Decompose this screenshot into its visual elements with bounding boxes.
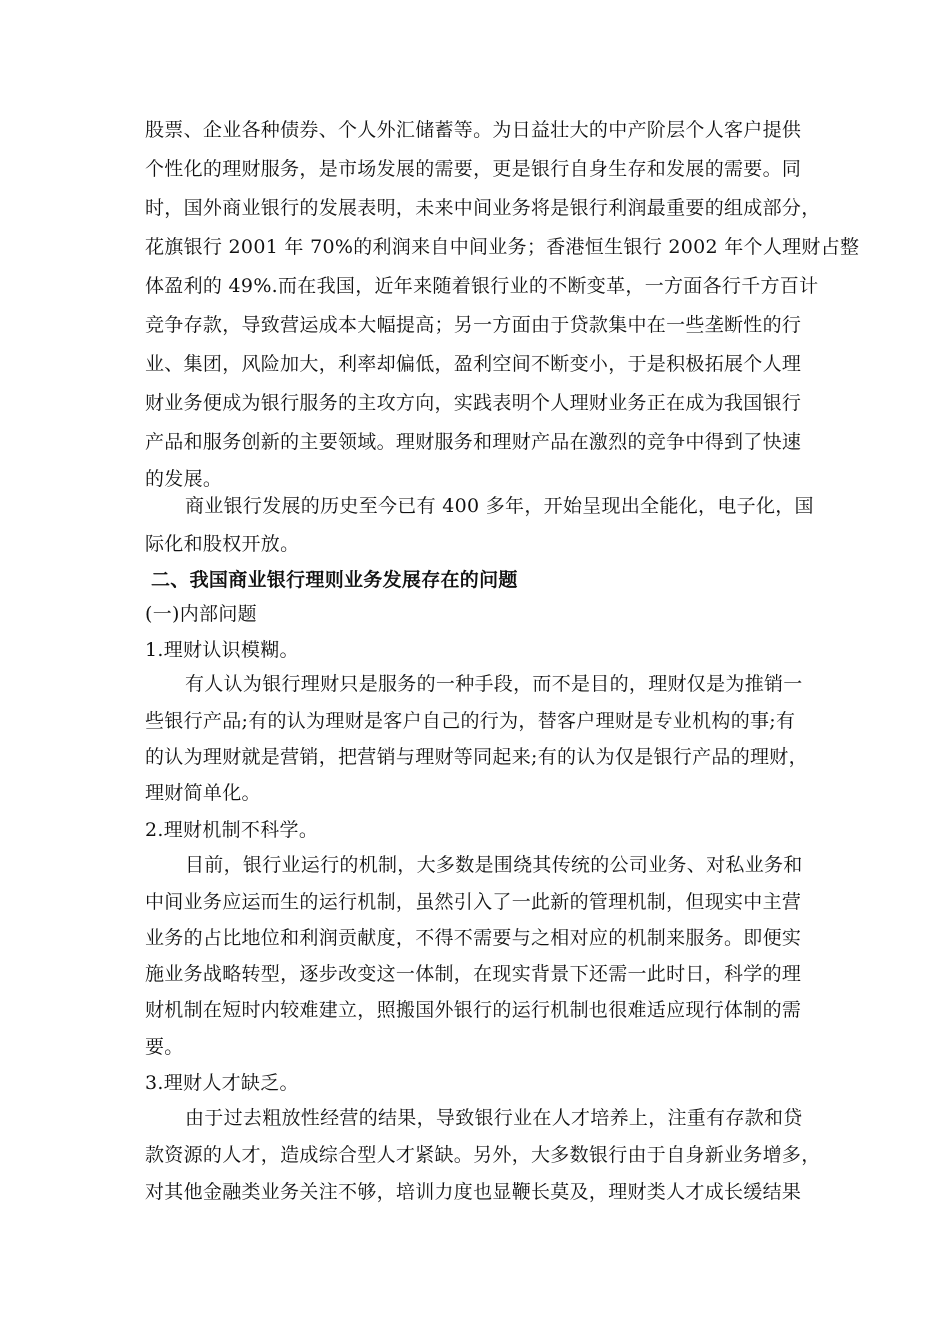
subsection-heading: (一)内部问题 — [145, 603, 257, 625]
numbered-heading: 1.理财认识模糊。 — [145, 639, 299, 661]
paragraph-line: 个性化的理财服务，是市场发展的需要，更是银行自身生存和发展的需要。同 — [145, 158, 802, 180]
paragraph-line: 商业银行发展的历史至今已有 400 多年，开始呈现出全能化，电子化，国 — [185, 495, 814, 517]
paragraph-line: 竞争存款，导致营运成本大幅提高；另一方面由于贷款集中在一些垄断性的行 — [145, 314, 802, 336]
section-heading: 二、我国商业银行理则业务发展存在的问题 — [151, 569, 518, 591]
paragraph-line: 的发展。 — [145, 468, 223, 490]
paragraph-line: 体盈利的 49%.而在我国，近年来随着银行业的不断变革，一方面各行千方百计 — [145, 275, 819, 297]
paragraph-line: 时，国外商业银行的发展表明，未来中间业务将是银行利润最重要的组成部分， — [145, 197, 821, 219]
paragraph-line: 的认为理财就是营销，把营销与理财等同起来;有的认为仅是银行产品的理财， — [145, 746, 808, 768]
paragraph-line: 财业务便成为银行服务的主攻方向，实践表明个人理财业务正在成为我国银行 — [145, 392, 802, 414]
paragraph-line: 际化和股权开放。 — [145, 533, 300, 555]
paragraph-line: 花旗银行 2001 年 70%的利润来自中间业务；香港恒生银行 2002 年个人理财占整 — [145, 236, 860, 258]
paragraph-line: 目前，银行业运行的机制，大多数是围绕其传统的公司业务、对私业务和 — [185, 854, 803, 876]
paragraph-line: 理财简单化。 — [145, 782, 261, 804]
numbered-heading: 3.理财人才缺乏。 — [145, 1072, 299, 1094]
paragraph-line: 业务的占比地位和利润贡献度，不得不需要与之相对应的机制来服务。即便实 — [145, 927, 802, 949]
paragraph-line: 业、集团，风险加大，利率却偏低，盈利空间不断变小，于是积极拓展个人理 — [145, 353, 802, 375]
paragraph-line: 要。 — [145, 1036, 184, 1058]
paragraph-line: 由于过去粗放性经营的结果，导致银行业在人才培养上，注重有存款和贷 — [185, 1107, 803, 1129]
paragraph-line: 股票、企业各种债券、个人外汇储蓄等。为日益壮大的中产阶层个人客户提供 — [145, 119, 802, 141]
paragraph-line: 产品和服务创新的主要领域。理财服务和理财产品在激烈的竞争中得到了快速 — [145, 431, 802, 453]
paragraph-line: 对其他金融类业务关注不够，培训力度也显鞭长莫及，理财类人才成长缓结果 — [145, 1181, 802, 1203]
paragraph-line: 些银行产品;有的认为理财是客户自己的行为，替客户理财是专业机构的事;有 — [145, 710, 796, 732]
paragraph-line: 财机制在短时内较难建立，照搬国外银行的运行机制也很难适应现行体制的需 — [145, 999, 802, 1021]
paragraph-line: 款资源的人才，造成综合型人才紧缺。另外，大多数银行由于自身新业务增多， — [145, 1144, 821, 1166]
paragraph-line: 有人认为银行理财只是服务的一种手段，而不是目的，理财仅是为推销一 — [185, 673, 803, 695]
numbered-heading: 2.理财机制不科学。 — [145, 819, 319, 841]
paragraph-line: 中间业务应运而生的运行机制，虽然引入了一此新的管理机制，但现实中主营 — [145, 891, 802, 913]
paragraph-line: 施业务战略转型，逐步改变这一体制，在现实背景下还需一此时日，科学的理 — [145, 963, 802, 985]
